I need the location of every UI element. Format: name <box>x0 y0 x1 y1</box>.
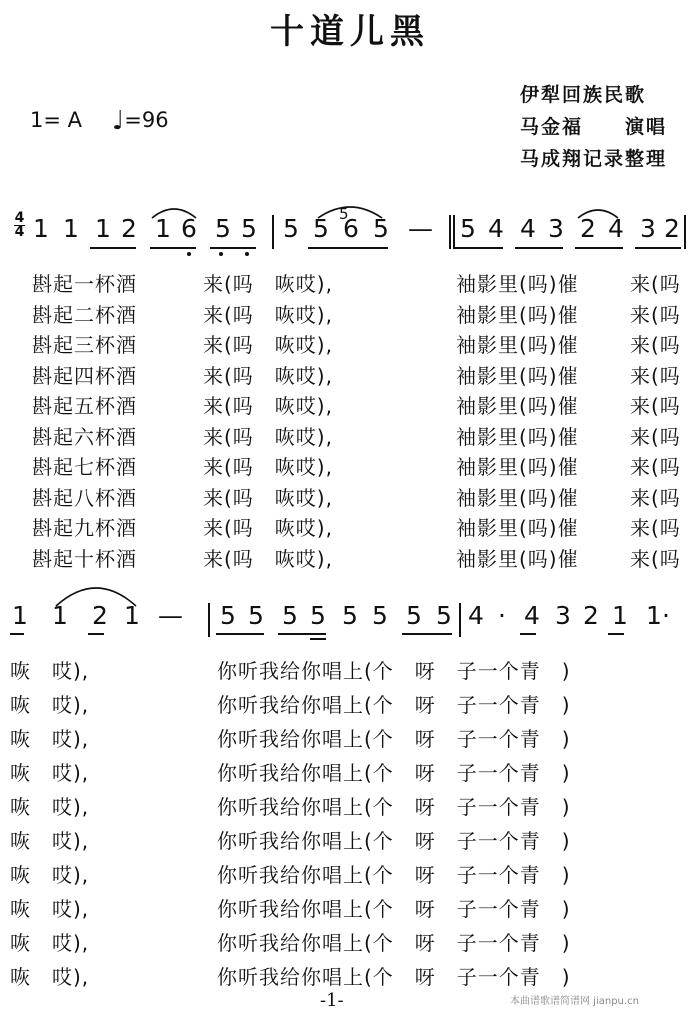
note: 6 <box>181 214 197 243</box>
lyric-line-start: 咴 哎), <box>10 761 90 785</box>
lyric-line-middle: 你听我给你唱上(个 呀 子一个青 ) <box>217 897 571 921</box>
lyric-line-start: 咴 哎), <box>10 897 90 921</box>
lyric-line-right: 袖影里(吗)催 <box>456 394 579 418</box>
quarter-note-icon: ♩ <box>112 106 125 136</box>
lyric-line-middle: 来(吗 咴哎), <box>203 363 333 388</box>
lyric-line-end: 来(吗 <box>630 485 681 510</box>
lyric-line-end: 来(吗 <box>630 394 681 418</box>
note: 1 <box>646 601 662 630</box>
lyric-line-start: 斟起八杯酒 <box>32 485 137 510</box>
beam-underline <box>10 633 24 635</box>
note: 1 <box>612 601 628 630</box>
note: 2 <box>583 601 599 630</box>
lyric-line-end: 来(吗 <box>630 363 681 388</box>
note: 2 <box>92 601 108 630</box>
note: 5 <box>436 601 452 630</box>
time-signature-top: 4 <box>14 210 25 226</box>
lyric-line-start: 咴 哎), <box>10 727 90 751</box>
beam-underline <box>520 633 536 635</box>
note: 1 <box>95 214 111 243</box>
lyric-line-middle: 来(吗 咴哎), <box>203 485 333 510</box>
lyric-line-middle: 你听我给你唱上(个 呀 子一个青 ) <box>217 795 571 819</box>
lyric-line-start: 咴 哎), <box>10 829 90 853</box>
note: 1 <box>155 214 171 243</box>
lyric-line-end: 来(吗 <box>630 333 681 357</box>
lyric-line-start: 咴 哎), <box>10 965 90 989</box>
lyric-line-right: 袖影里(吗)催 <box>456 485 579 510</box>
lyric-line-middle: 来(吗 咴哎), <box>203 455 333 479</box>
lyric-line-right: 袖影里(吗)催 <box>456 516 579 540</box>
barline <box>208 603 210 637</box>
lyric-line-end: 来(吗 <box>630 516 681 540</box>
lyric-line-middle: 来(吗 咴哎), <box>203 272 333 296</box>
lyric-line-right: 袖影里(吗)催 <box>456 333 579 357</box>
beam-underline <box>310 638 326 640</box>
lyric-line-middle: 来(吗 咴哎), <box>203 302 333 327</box>
lyric-line-middle: 来(吗 咴哎), <box>203 424 333 449</box>
page-number: -1- <box>320 990 344 1011</box>
note: 1 <box>63 214 79 243</box>
lyric-line-start: 斟起一杯酒 <box>32 272 137 296</box>
note: 1 <box>124 601 140 630</box>
note: 4 <box>488 214 504 243</box>
lyric-line-middle: 你听我给你唱上(个 呀 子一个青 ) <box>217 659 571 683</box>
beam-underline <box>608 633 624 635</box>
note: 5 <box>215 214 231 243</box>
tempo-value: =96 <box>124 108 169 132</box>
key-signature: 1= A <box>30 108 82 132</box>
beam-underline <box>402 633 452 635</box>
lyric-line-middle: 你听我给你唱上(个 呀 子一个青 ) <box>217 727 571 751</box>
note: 2 <box>580 214 596 243</box>
note: — <box>158 601 183 630</box>
lyric-line-start: 斟起九杯酒 <box>32 516 137 540</box>
note: 6 <box>343 214 359 243</box>
lyric-line-start: 咴 哎), <box>10 659 90 683</box>
note: 1 <box>12 601 28 630</box>
note: · <box>662 601 670 630</box>
note: 5 <box>313 214 329 243</box>
lyric-line-right: 袖影里(吗)催 <box>456 424 579 449</box>
lyric-line-right: 袖影里(吗)催 <box>456 455 579 479</box>
note: · <box>498 601 506 630</box>
grace-note: 5 <box>339 205 349 223</box>
lyric-line-middle: 你听我给你唱上(个 呀 子一个青 ) <box>217 761 571 785</box>
lyric-line-end: 来(吗 <box>630 302 681 327</box>
lyric-line-middle: 来(吗 咴哎), <box>203 394 333 418</box>
song-title: 十道儿黑 <box>270 12 430 52</box>
lyric-line-start: 斟起三杯酒 <box>32 333 137 357</box>
lyric-line-middle: 来(吗 咴哎), <box>203 516 333 540</box>
lyric-line-start: 咴 哎), <box>10 931 90 955</box>
lyric-line-start: 斟起十杯酒 <box>32 546 137 571</box>
lyric-line-start: 咴 哎), <box>10 693 90 717</box>
note: 5 <box>220 601 236 630</box>
lyric-line-start: 斟起七杯酒 <box>32 455 137 479</box>
note: 3 <box>555 601 571 630</box>
watermark: 本曲谱歌谱简谱网 jianpu.cn <box>510 996 639 1007</box>
lyric-line-start: 斟起六杯酒 <box>32 424 137 449</box>
lyric-line-middle: 你听我给你唱上(个 呀 子一个青 ) <box>217 829 571 853</box>
lyric-line-end: 来(吗 <box>630 546 681 571</box>
note: 1 <box>33 214 49 243</box>
lyric-line-middle: 你听我给你唱上(个 呀 子一个青 ) <box>217 863 571 887</box>
lyric-line-right: 袖影里(吗)催 <box>456 272 579 296</box>
note: 2 <box>664 214 680 243</box>
note: 4 <box>468 601 484 630</box>
lyric-line-start: 斟起四杯酒 <box>32 363 137 388</box>
note: 5 <box>406 601 422 630</box>
lyric-line-end: 来(吗 <box>630 455 681 479</box>
note: 3 <box>640 214 656 243</box>
credit-arranger: 马成翔记录整理 <box>520 148 668 170</box>
lyric-line-middle: 你听我给你唱上(个 呀 子一个青 ) <box>217 931 571 955</box>
lyric-line-middle: 你听我给你唱上(个 呀 子一个青 ) <box>217 693 571 717</box>
barline <box>459 603 461 637</box>
lyric-line-start: 咴 哎), <box>10 795 90 819</box>
lyric-line-right: 袖影里(吗)催 <box>456 546 579 571</box>
note: 5 <box>373 214 389 243</box>
note: 5 <box>283 214 299 243</box>
note: 3 <box>548 214 564 243</box>
note: 4 <box>524 601 540 630</box>
credit-origin: 伊犁回族民歌 <box>520 84 647 106</box>
lyric-line-right: 袖影里(吗)催 <box>456 302 579 327</box>
note: 4 <box>608 214 624 243</box>
note: 5 <box>241 214 257 243</box>
note: 5 <box>342 601 358 630</box>
lyric-line-middle: 来(吗 咴哎), <box>203 546 333 571</box>
time-signature-bottom: 4 <box>14 224 25 240</box>
note: — <box>408 214 433 243</box>
beam-underline <box>216 633 264 635</box>
lyric-line-start: 斟起五杯酒 <box>32 394 137 418</box>
note: 5 <box>282 601 298 630</box>
note: 5 <box>248 601 264 630</box>
lyric-line-start: 斟起二杯酒 <box>32 302 137 327</box>
note: 4 <box>520 214 536 243</box>
lyric-line-start: 咴 哎), <box>10 863 90 887</box>
lyric-line-end: 来(吗 <box>630 424 681 449</box>
beam-underline <box>88 633 104 635</box>
note: 5 <box>460 214 476 243</box>
lyric-line-middle: 来(吗 咴哎), <box>203 333 333 357</box>
lyric-line-right: 袖影里(吗)催 <box>456 363 579 388</box>
note: 5 <box>310 601 326 630</box>
note: 5 <box>372 601 388 630</box>
lyric-line-end: 来(吗 <box>630 272 681 296</box>
note: 1 <box>52 601 68 630</box>
beam-underline <box>278 633 326 635</box>
lyric-line-middle: 你听我给你唱上(个 呀 子一个青 ) <box>217 965 571 989</box>
note: 2 <box>121 214 137 243</box>
credit-performer: 马金福 演唱 <box>520 116 668 138</box>
